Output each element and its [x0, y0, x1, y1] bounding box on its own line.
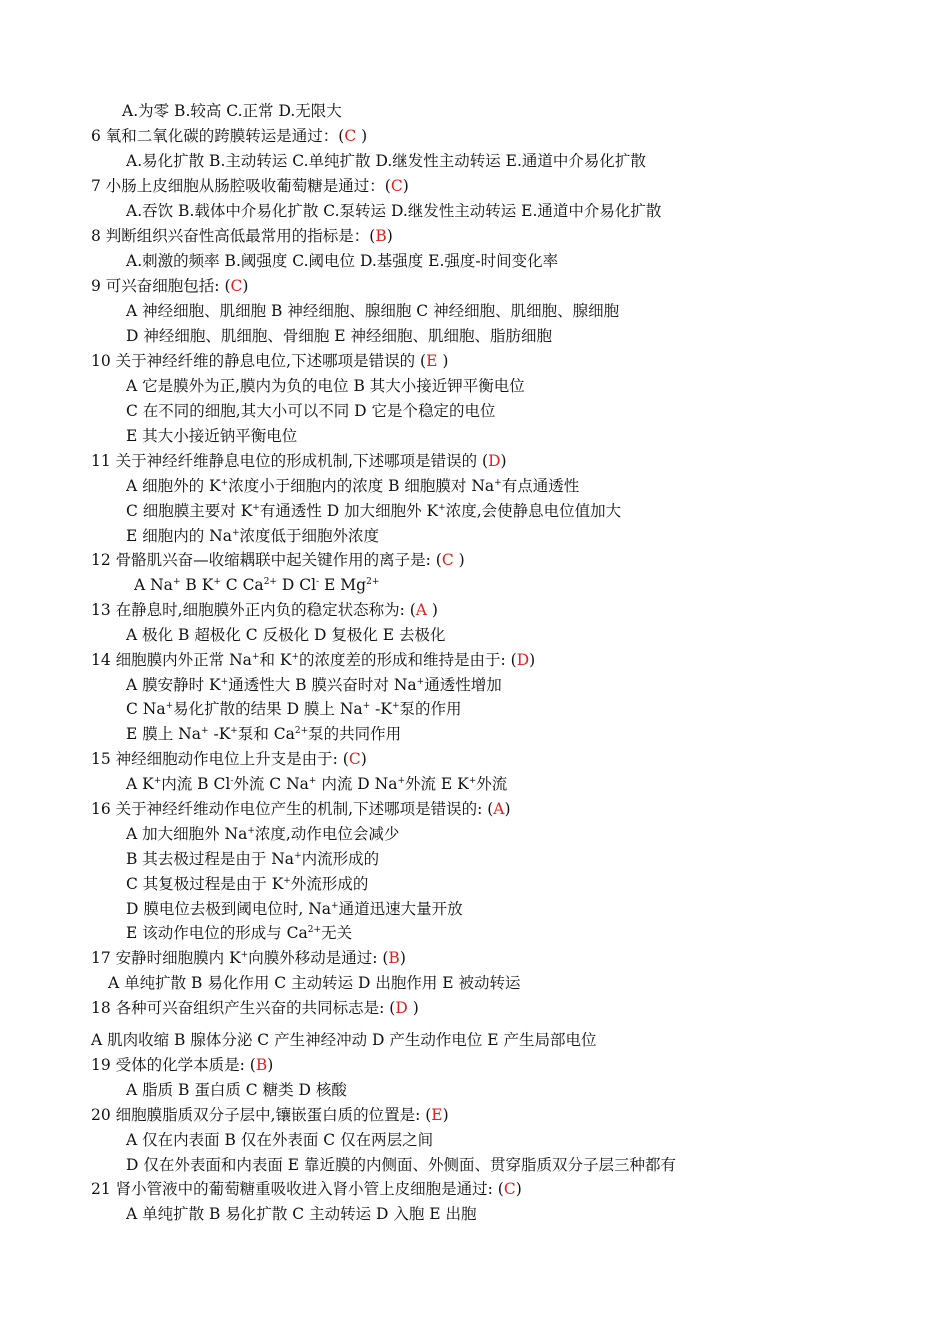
options-q8: A.刺激的频率 B.阈强度 C.阈电位 D.基强度 E.强度-时间变化率: [126, 252, 559, 270]
options-q16-e: E 该动作电位的形成与 $Ca^{2+}$无关: [126, 924, 353, 942]
options-q20-line2: D 仅在外表面和内表面 E 靠近膜的内侧面、外侧面、贯穿脂质双分子层三种都有: [126, 1156, 677, 1174]
options-q11-line1: A 细胞外的 K+浓度小于细胞内的浓度 B 细胞膜对 Na+有点通透性: [126, 477, 580, 495]
options-q10-line3: E 其大小接近钠平衡电位: [126, 427, 298, 445]
question-17: 17 安静时细胞膜内 K+向膜外移动是通过: (B): [91, 949, 406, 967]
options-q12: A Na+ B K+ C $Ca^{2+}$ D Cl- E $Mg^{2+}$: [134, 576, 380, 594]
question-16: 16 关于神经纤维动作电位产生的机制,下述哪项是错误的: (A): [91, 800, 511, 818]
options-q14-line2: C Na+易化扩散的结果 D 膜上 Na+ -K+泵的作用: [126, 700, 462, 718]
question-14: 14 细胞膜内外正常 Na+和 K+的浓度差的形成和维持是由于: (D): [91, 651, 536, 669]
options-q21: A 单纯扩散 B 易化扩散 C 主动转运 D 入胞 E 出胞: [126, 1205, 477, 1223]
question-8: 8 判断组织兴奋性高低最常用的指标是：(B): [91, 227, 393, 245]
question-21: 21 肾小管液中的葡萄糖重吸收进入肾小管上皮细胞是通过: (C): [91, 1180, 522, 1198]
question-9: 9 可兴奋细胞包括: (C): [91, 277, 249, 295]
options-q10-line1: A 它是膜外为正,膜内为负的电位 B 其大小接近钾平衡电位: [126, 377, 525, 395]
question-19: 19 受体的化学本质是: (B): [91, 1056, 274, 1074]
options-q20-line1: A 仅在内表面 B 仅在外表面 C 仅在两层之间: [126, 1131, 434, 1149]
options-q14-line1: A 膜安静时 K+通透性大 B 膜兴奋时对 Na+通透性增加: [126, 676, 502, 694]
options-q18: A 肌肉收缩 B 腺体分泌 C 产生神经冲动 D 产生动作电位 E 产生局部电位: [91, 1031, 597, 1049]
options-q16-b: B 其去极过程是由于 Na+内流形成的: [126, 850, 380, 868]
answer-12: C: [441, 551, 454, 569]
question-13: 13 在静息时,细胞膜外正内负的稳定状态称为: (A ): [91, 601, 438, 619]
answer-6: C: [344, 127, 357, 145]
question-7: 7 小肠上皮细胞从肠腔吸收葡萄糖是通过：(C): [91, 177, 409, 195]
options-q5: A.为零 B.较高 C.正常 D.无限大: [122, 102, 342, 120]
answer-20: E: [431, 1106, 443, 1124]
answer-19: B: [255, 1056, 268, 1074]
options-q16-a: A 加大细胞外 Na+浓度,动作电位会减少: [126, 825, 400, 843]
answer-21: C: [503, 1180, 516, 1198]
options-q9-line2: D 神经细胞、肌细胞、骨细胞 E 神经细胞、肌细胞、脂肪细胞: [126, 327, 553, 345]
answer-18: D: [395, 999, 408, 1017]
answer-9: C: [230, 277, 243, 295]
options-q11-line2: C 细胞膜主要对 K+有通透性 D 加大细胞外 K+浓度,会使静息电位值加大: [126, 502, 622, 520]
answer-13: A: [415, 601, 427, 619]
options-q10-line2: C 在不同的细胞,其大小可以不同 D 它是个稳定的电位: [126, 402, 496, 420]
answer-17: B: [388, 949, 400, 967]
answer-11: D: [488, 452, 501, 470]
question-10: 10 关于神经纤维的静息电位,下述哪项是错误的 (E ): [91, 352, 449, 370]
options-q11-line3: E 细胞内的 Na+浓度低于细胞外浓度: [126, 527, 380, 545]
answer-14: D: [516, 651, 530, 669]
options-q15: A K+内流 B Cl-外流 C Na+ 内流 D Na+外流 E K+外流: [126, 775, 508, 793]
question-6: 6 氧和二氧化碳的跨膜转运是通过：(C ): [91, 127, 368, 145]
answer-10: E: [426, 352, 438, 370]
options-q19: A 脂质 B 蛋白质 C 糖类 D 核酸: [126, 1081, 347, 1099]
options-q13: A 极化 B 超极化 C 反极化 D 复极化 E 去极化: [126, 626, 446, 644]
options-q9-line1: A 神经细胞、肌细胞 B 神经细胞、腺细胞 C 神经细胞、肌细胞、腺细胞: [126, 302, 620, 320]
question-15: 15 神经细胞动作电位上升支是由于: (C): [91, 750, 367, 768]
answer-8: B: [375, 227, 387, 245]
options-q17: A 单纯扩散 B 易化作用 C 主动转运 D 出胞作用 E 被动转运: [108, 974, 521, 992]
question-11: 11 关于神经纤维静息电位的形成机制,下述哪项是错误的 (D): [91, 452, 507, 470]
question-20: 20 细胞膜脂质双分子层中,镶嵌蛋白质的位置是: (E): [91, 1106, 449, 1124]
options-q7: A.吞饮 B.载体中介易化扩散 C.泵转运 D.继发性主动转运 E.通道中介易化扩散: [126, 202, 662, 220]
options-q16-d: D 膜电位去极到阈电位时, Na+通道迅速大量开放: [126, 900, 463, 918]
answer-7: C: [390, 177, 403, 195]
options-q16-c: C 其复极过程是由于 K+外流形成的: [126, 875, 369, 893]
options-q6: A.易化扩散 B.主动转运 C.单纯扩散 D.继发性主动转运 E.通道中介易化扩散: [126, 152, 646, 170]
answer-16: A: [493, 800, 505, 818]
options-q14-line3: E 膜上 Na+ -K+泵和 $Ca^{2+}$泵的共同作用: [126, 725, 402, 743]
answer-15: C: [348, 750, 361, 768]
question-18: 18 各种可兴奋组织产生兴奋的共同标志是: (D ): [91, 999, 419, 1017]
question-12: 12 骨骼肌兴奋—收缩耦联中起关键作用的离子是: (C ): [91, 551, 465, 569]
